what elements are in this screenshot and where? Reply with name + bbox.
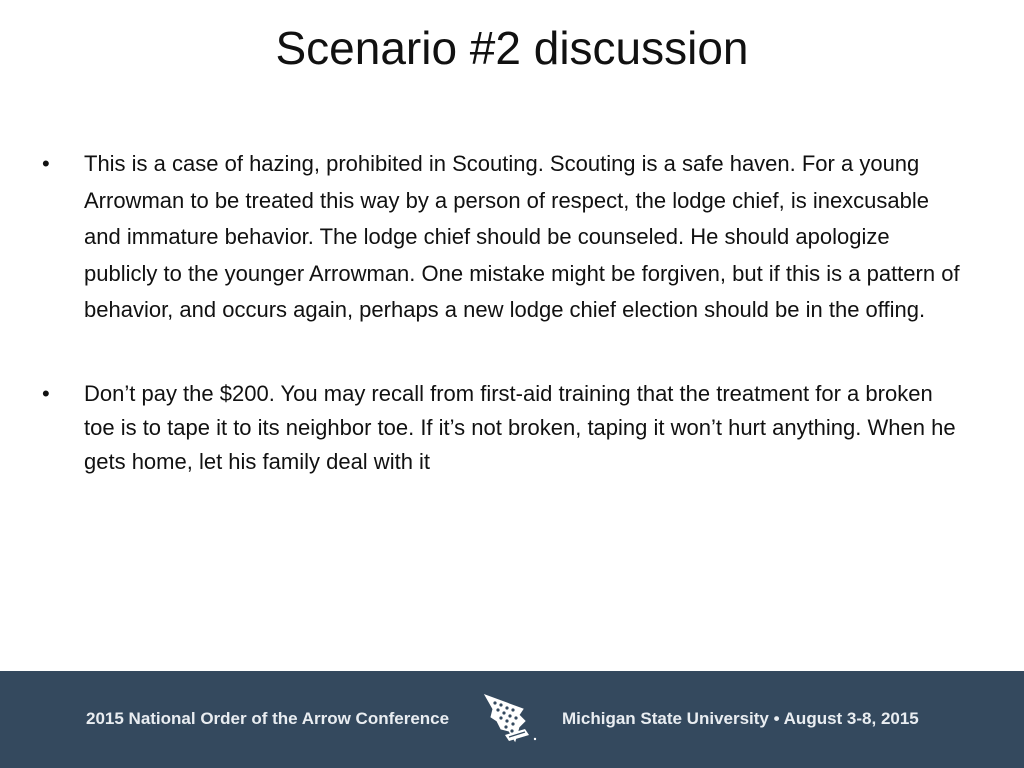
footer-bar: [0, 671, 1024, 768]
bullet-item: [40, 377, 960, 479]
venue-and-dates: Michigan State University • August 3-8, 2015: [562, 709, 919, 728]
bullet-text: Don’t pay the $200. You may recall from first-aid training that the treatment for a broken toe is to tape it to its neighbor toe. If it’s not broken, taping it won’t hurt anything. When he gets home, let his family deal with it: [84, 380, 956, 474]
slide-title: Scenario #2 discussion: [275, 22, 749, 74]
bullet-marker: •: [42, 151, 50, 176]
slide-content: [40, 146, 960, 479]
bullet-item: [40, 146, 960, 329]
bullet-text: This is a case of hazing, prohibited in Scouting. Scouting is a safe haven. For a young Arrowman to be treated this way by a person of respect, the lodge chief, is inexcusable and immature behavior. The lodge chief should be counseled. He should apologize publicly to the younger Arrowman. One mistake might be forgiven, but if this is a pattern of behavior, and occurs again, perhaps a new lodge chief election should be in the offing.: [84, 151, 960, 322]
bullet-marker: •: [42, 380, 50, 406]
arrowhead-logo-icon: [479, 691, 543, 747]
conference-name: 2015 National Order of the Arrow Conference: [86, 709, 450, 728]
